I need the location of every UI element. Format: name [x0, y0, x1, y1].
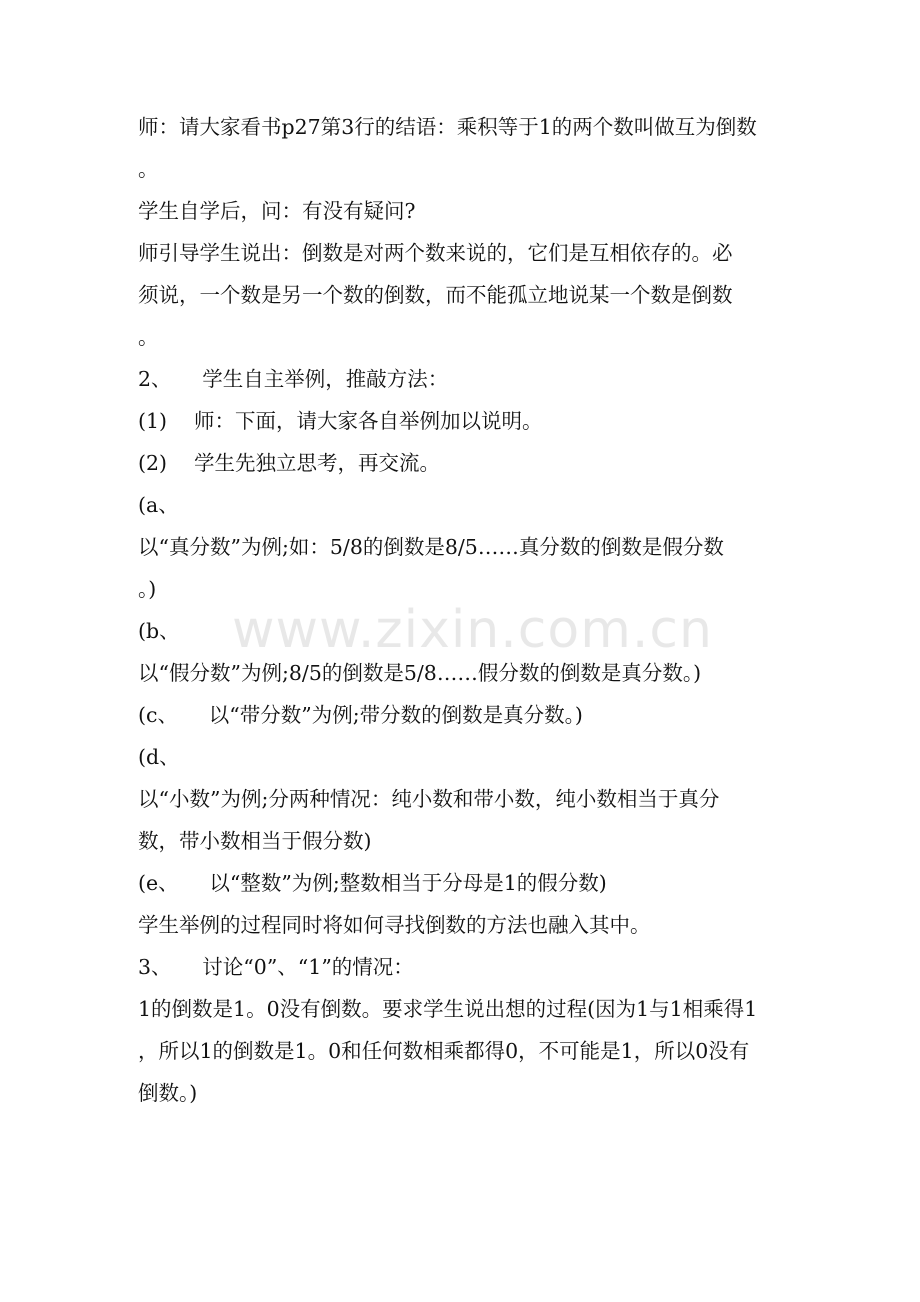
- text-line: 以“假分数”为例;8/5的倒数是5/8……假分数的倒数是真分数。): [138, 661, 702, 685]
- text-line: 数，带小数相当于假分数): [138, 829, 372, 853]
- text-line: 师：请大家看书p27第3行的结语：乘积等于1的两个数叫做互为倒数: [138, 115, 757, 139]
- section-heading: 2、 学生自主举例，推敲方法：: [138, 367, 449, 391]
- text-line: 学生举例的过程同时将如何寻找倒数的方法也融入其中。: [138, 913, 651, 937]
- text-line: 师引导学生说出：倒数是对两个数来说的，它们是互相依存的。必: [138, 241, 733, 265]
- list-item: (c、 以“带分数”为例;带分数的倒数是真分数。): [138, 703, 583, 727]
- text-line: 学生自学后，问：有没有疑问?: [138, 199, 416, 223]
- text-line: 。: [138, 157, 159, 181]
- text-line: 倒数。): [138, 1081, 198, 1105]
- text-line: 。: [138, 325, 159, 349]
- list-item: (b、: [138, 619, 180, 643]
- text-line: 须说，一个数是另一个数的倒数，而不能孤立地说某一个数是倒数: [138, 283, 733, 307]
- section-heading: 3、 讨论“0”、“1”的情况：: [138, 955, 414, 979]
- watermark: www.zixin.com.cn: [232, 600, 713, 660]
- list-item: (d、: [138, 745, 180, 769]
- text-line: ，所以1的倒数是1。0和任何数相乘都得0，不可能是1，所以0没有: [138, 1039, 750, 1063]
- list-item: (2) 学生先独立思考，再交流。: [138, 451, 441, 475]
- text-line: 以“小数”为例;分两种情况：纯小数和带小数，纯小数相当于真分: [138, 787, 720, 811]
- list-item: (a、: [138, 493, 179, 517]
- text-line: 1的倒数是1。0没有倒数。要求学生说出想的过程(因为1与1相乘得1: [138, 997, 758, 1021]
- text-line: 。): [138, 577, 157, 601]
- list-item: (e、 以“整数”为例;整数相当于分母是1的假分数): [138, 871, 607, 895]
- text-line: 以“真分数”为例;如：5/8的倒数是8/5……真分数的倒数是假分数: [138, 535, 724, 559]
- list-item: (1) 师：下面，请大家各自举例加以说明。: [138, 409, 543, 433]
